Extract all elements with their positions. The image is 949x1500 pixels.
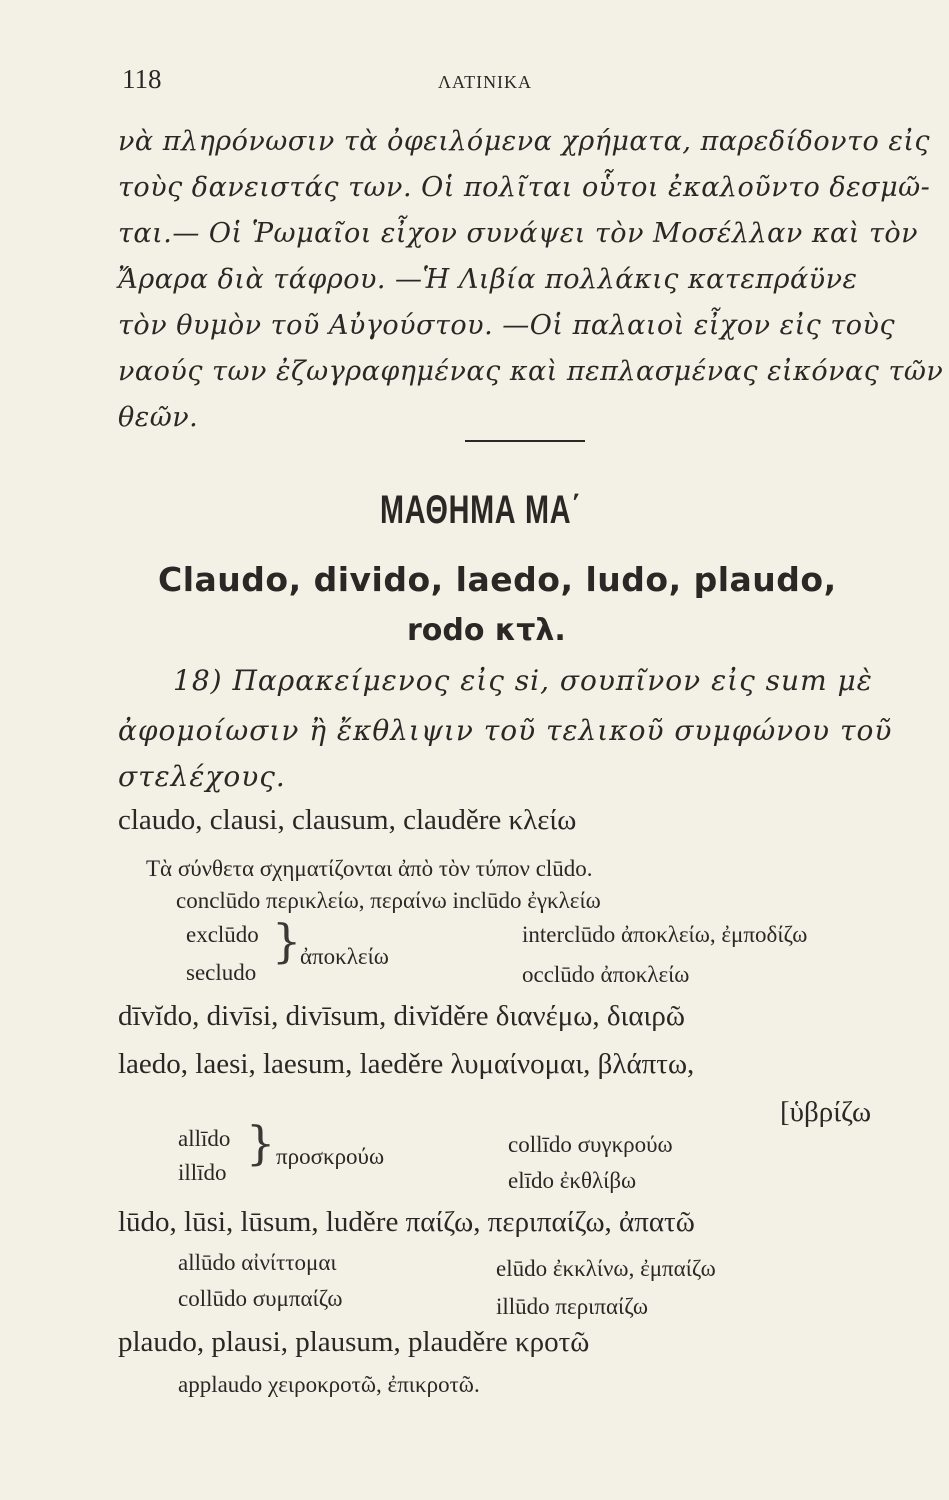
compound-row: conclūdo περικλείω, περαίνω inclūdo ἐγκλείω (176, 888, 601, 913)
rule-text: 18) Παρακείμενος εἰς si, σουπῖνον εἰς sum μὲ (173, 664, 873, 697)
compound-word: applaudo χειροκροτῶ, ἐπικροτῶ. (178, 1372, 480, 1397)
paragraph-line: τὸν θυμὸν τοῦ Αὐγούστου. —Οἱ παλαιοὶ εἶχον εἰς τοὺς (118, 310, 896, 341)
page-number: 118 (122, 64, 162, 94)
paragraph-line: νὰ πληρόνωσιν τὰ ὀφειλόμενα χρήματα, παρεδίδοντο εἰς (118, 126, 931, 157)
running-title: ΛΑΤΙΝΙΚΑ (438, 72, 533, 92)
lesson-subtitle: rodo κτλ. (407, 613, 566, 648)
verb-entry: plaudo, plausi, plausum, plauděre κροτῶ (118, 1326, 590, 1358)
compound-word: occlūdo ἀποκλείω (522, 962, 690, 987)
paragraph-line: θεῶν. (118, 402, 199, 433)
compound-word: illīdo (178, 1160, 227, 1185)
verb-entry: claudo, clausi, clausum, clauděre κλείω (118, 804, 577, 836)
verb-entry: lūdo, lūsi, lūsum, luděre παίζω, περιπαίζω, ἀπατῶ (118, 1206, 695, 1238)
verb-entry: dīvĭdo, divīsi, divīsum, divĭděre διανέμω, διαιρῶ (118, 1000, 685, 1032)
compound-word: collūdo συμπαίζω (178, 1286, 343, 1311)
section-divider (465, 440, 585, 442)
paragraph-line: Ἄραρα διὰ τάφρου. —Ἡ Λιβία πολλάκις κατεπράϋνε (118, 264, 858, 295)
paragraph-line: ναούς των ἐζωγραφημένας καὶ πεπλασμένας εἰκόνας τῶν (118, 356, 944, 387)
lesson-title: ΜΑΘΗΜΑ ΜΑ΄ (380, 488, 582, 532)
paragraph-line: τοὺς δανειστάς των. Οἱ πολῖται οὗτοι ἐκαλοῦντο δεσμῶ- (118, 172, 931, 203)
compound-word: interclūdo ἀποκλείω, ἐμποδίζω (522, 922, 808, 947)
brace-icon: } (272, 914, 302, 968)
compound-word: allūdo αἰνίττομαι (178, 1250, 337, 1275)
verb-entry: laedo, laesi, laesum, laeděre λυμαίνομαι, βλάπτω, (118, 1048, 695, 1080)
compound-meaning: προσκρούω (276, 1144, 385, 1169)
paragraph-line: ται.— Οἱ Ῥωμαῖοι εἶχον συνάψει τὸν Μοσέλλαν καὶ τὸν (118, 218, 919, 249)
compound-word: allīdo (178, 1126, 231, 1151)
compound-word: collīdo συγκρούω (508, 1132, 673, 1157)
brace-icon: } (246, 1116, 276, 1170)
lesson-subtitle: Claudo, divido, laedo, ludo, plaudo, (158, 560, 837, 599)
compound-word: secludo (186, 960, 257, 985)
verb-entry-continuation: [ὑβρίζω (780, 1096, 872, 1128)
compound-meaning: ἀποκλείω (300, 944, 389, 969)
compound-word: illūdo περιπαίζω (496, 1294, 649, 1319)
compounds-note: Τὰ σύνθετα σχηματίζονται ἀπὸ τὸν τύπον clūdo. (146, 856, 593, 881)
compound-word: elūdo ἐκκλίνω, ἐμπαίζω (496, 1256, 716, 1281)
rule-text: ἀφομοίωσιν ἢ ἔκθλιψιν τοῦ τελικοῦ συμφώνου τοῦ (118, 714, 893, 747)
compound-word: elīdo ἐκθλίβω (508, 1168, 637, 1193)
compound-word: exclūdo (186, 922, 259, 947)
rule-text: στελέχους. (118, 760, 286, 793)
